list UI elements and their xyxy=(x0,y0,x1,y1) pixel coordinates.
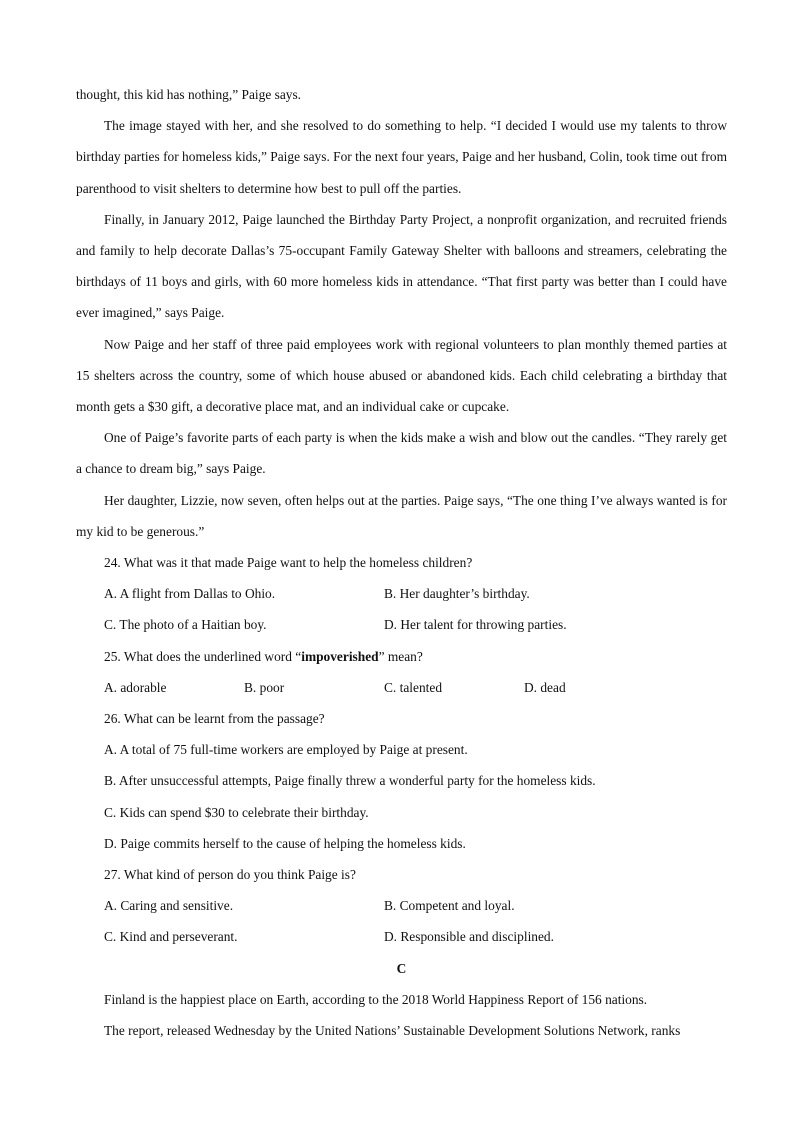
passage-paragraph-5: One of Paige’s favorite parts of each party is when the kids make a wish and blow out the candles. “They rarely get a chance to dream big,” says Paige. xyxy=(76,430,727,477)
passage-paragraph-1: thought, this kid has nothing,” Paige says. xyxy=(76,87,302,102)
document-page xyxy=(76,79,727,1046)
section-c-paragraph-2: The report, released Wednesday by the United Nations’ Sustainable Development Solutions Network, ranks xyxy=(104,1023,681,1039)
passage-paragraph-6: Her daughter, Lizzie, now seven, often helps out at the parties. Paige says, “The one thing I’ve always wanted is for my kid to be generous.” xyxy=(76,492,727,539)
question-26-option-d: D. Paige commits herself to the cause of helping the homeless kids. xyxy=(104,835,466,851)
question-24-option-a: A. A flight from Dallas to Ohio. xyxy=(104,586,276,602)
question-25-option-b: B. poor xyxy=(244,679,285,695)
question-25-option-a: A. adorable xyxy=(104,679,167,695)
question-25-options-row xyxy=(76,672,727,703)
question-25-stem-post: ” mean? xyxy=(378,648,423,664)
question-27-options-row-1 xyxy=(76,890,727,921)
question-27-option-b: B. Competent and loyal. xyxy=(384,898,515,914)
passage-paragraph-2: The image stayed with her, and she resolved to do something to help. “I decided I would use my talents to throw birthday parties for homeless kids,” Paige says. For the next four years, Paige and her husband, Colin, took time out from parenthood to visit shelters to determine how best to pull off the parties. xyxy=(76,118,727,196)
section-c-heading: C xyxy=(396,960,407,976)
question-25-stem-pre: 25. What does the underlined word “ xyxy=(104,648,302,664)
question-27-option-a: A. Caring and sensitive. xyxy=(104,898,234,914)
question-26-option-a: A. A total of 75 full-time workers are employed by Paige at present. xyxy=(104,742,468,758)
question-25-option-d: D. dead xyxy=(524,679,566,695)
question-27-options-row-2 xyxy=(76,921,727,952)
section-c-paragraph-1: Finland is the happiest place on Earth, according to the 2018 World Happiness Report of 156 nations. xyxy=(104,991,648,1007)
question-27-option-d: D. Responsible and disciplined. xyxy=(384,929,554,945)
passage-paragraph-4: Now Paige and her staff of three paid employees work with regional volunteers to plan monthly themed parties at 15 shelters across the country, some of which house abused or abandoned kids. Each child celebrating a birthday that month gets a $30 gift, a decorative place mat, and an individual cake or cupcake. xyxy=(76,336,727,415)
question-26-option-c: C. Kids can spend $30 to celebrate their birthday. xyxy=(104,804,369,820)
question-24-option-b: B. Her daughter’s birthday. xyxy=(384,586,530,602)
question-24-options-row-1 xyxy=(76,578,727,609)
question-24-option-d: D. Her talent for throwing parties. xyxy=(384,617,567,633)
question-24-option-c: C. The photo of a Haitian boy. xyxy=(104,617,267,633)
question-27-option-c: C. Kind and perseverant. xyxy=(104,929,238,945)
question-26-stem: 26. What can be learnt from the passage? xyxy=(104,711,325,727)
passage-paragraph-3: Finally, in January 2012, Paige launched the Birthday Party Project, a nonprofit organization, and recruited friends and family to help decorate Dallas’s 75-occupant Family Gateway Shelter with balloons and streamers, celebrating the birthdays of 11 boys and girls, with 60 more homeless kids in attendance. “That first party was better than I could have ever imagined,” says Paige. xyxy=(76,211,727,321)
question-25-stem xyxy=(76,641,727,672)
question-24-options-row-2 xyxy=(76,609,727,640)
question-25-keyword: impoverished xyxy=(301,648,379,664)
question-27-stem: 27. What kind of person do you think Paige is? xyxy=(104,867,356,883)
question-26-option-b: B. After unsuccessful attempts, Paige finally threw a wonderful party for the homeless kids. xyxy=(104,773,596,789)
question-24-stem: 24. What was it that made Paige want to help the homeless children? xyxy=(104,555,473,571)
question-25-option-c: C. talented xyxy=(384,679,443,695)
